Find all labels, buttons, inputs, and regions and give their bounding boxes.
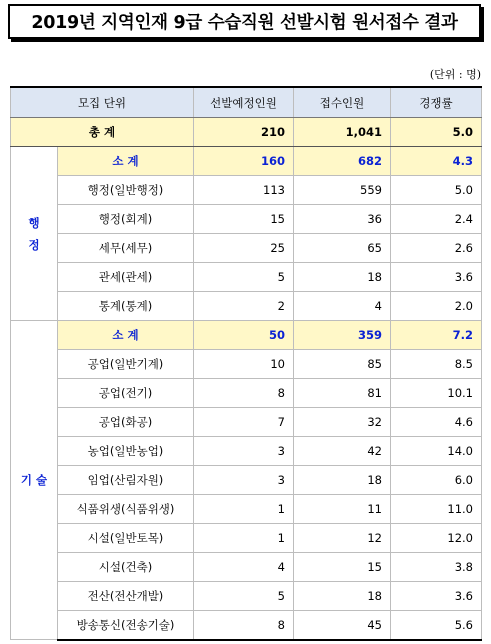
row-name: 공업(화공): [58, 408, 194, 437]
subtotal-ratio: 7.2: [391, 321, 482, 350]
row-name: 공업(일반기계): [58, 350, 194, 379]
row-applied: 85: [294, 350, 391, 379]
subtotal-applied: 682: [294, 147, 391, 176]
header-applied: 접수인원: [294, 87, 391, 118]
table-row: [11, 350, 482, 379]
table-row: [11, 408, 482, 437]
row-planned: 1: [194, 524, 294, 553]
group-label-tech-top: 기: [20, 473, 32, 487]
table-row: [11, 466, 482, 495]
group-label-admin-top: 행: [28, 215, 40, 230]
row-applied: 12: [294, 524, 391, 553]
page-title: [8, 4, 481, 39]
row-ratio: 14.0: [391, 437, 482, 466]
row-planned: 8: [194, 379, 294, 408]
table-row: [11, 263, 482, 292]
total-label: 총 계: [11, 118, 194, 147]
row-planned: 8: [194, 611, 294, 640]
group-label-admin: [11, 147, 58, 321]
results-table: [10, 86, 482, 641]
row-planned: 2: [194, 292, 294, 321]
header-ratio: 경쟁률: [391, 87, 482, 118]
row-name: 방송통신(전송기술): [58, 611, 194, 640]
row-ratio: 3.8: [391, 553, 482, 582]
subtotal-planned: 50: [194, 321, 294, 350]
row-name: 행정(일반행정): [58, 176, 194, 205]
row-planned: 113: [194, 176, 294, 205]
row-ratio: 3.6: [391, 582, 482, 611]
table-row: [11, 437, 482, 466]
row-name: 관세(관세): [58, 263, 194, 292]
row-applied: 42: [294, 437, 391, 466]
row-ratio: 6.0: [391, 466, 482, 495]
row-ratio: 8.5: [391, 350, 482, 379]
total-applied: 1,041: [294, 118, 391, 147]
group-label-tech-bottom: 술: [36, 473, 48, 487]
table-row: [11, 176, 482, 205]
header-unit: 모집 단위: [11, 87, 194, 118]
table-row: [11, 611, 482, 640]
table-row: [11, 205, 482, 234]
row-planned: 4: [194, 553, 294, 582]
row-planned: 10: [194, 350, 294, 379]
row-applied: 36: [294, 205, 391, 234]
row-ratio: 2.0: [391, 292, 482, 321]
table-row: [11, 524, 482, 553]
row-planned: 5: [194, 263, 294, 292]
table-row: [11, 234, 482, 263]
row-ratio: 2.6: [391, 234, 482, 263]
row-planned: 5: [194, 582, 294, 611]
row-applied: 4: [294, 292, 391, 321]
page-title-text: 2019년 지역인재 9급 수습직원 선발시험 원서접수 결과: [31, 13, 458, 33]
table-row: [11, 292, 482, 321]
row-applied: 15: [294, 553, 391, 582]
subtotal-label: 소 계: [58, 147, 194, 176]
subtotal-planned: 160: [194, 147, 294, 176]
total-row: [11, 118, 482, 147]
row-ratio: 4.6: [391, 408, 482, 437]
row-name: 시설(일반토목): [58, 524, 194, 553]
subtotal-row-admin: [11, 147, 482, 176]
subtotal-row-tech: [11, 321, 482, 350]
row-planned: 3: [194, 437, 294, 466]
row-name: 농업(일반농업): [58, 437, 194, 466]
row-planned: 25: [194, 234, 294, 263]
subtotal-label: 소 계: [58, 321, 194, 350]
group-label-admin-bottom: 정: [28, 237, 40, 252]
row-name: 임업(산림자원): [58, 466, 194, 495]
row-planned: 1: [194, 495, 294, 524]
row-name: 세무(세무): [58, 234, 194, 263]
row-name: 행정(회계): [58, 205, 194, 234]
row-ratio: 11.0: [391, 495, 482, 524]
row-ratio: 5.0: [391, 176, 482, 205]
row-applied: 32: [294, 408, 391, 437]
row-applied: 18: [294, 466, 391, 495]
row-ratio: 3.6: [391, 263, 482, 292]
subtotal-applied: 359: [294, 321, 391, 350]
group-label-tech: [11, 321, 58, 640]
total-ratio: 5.0: [391, 118, 482, 147]
row-applied: 11: [294, 495, 391, 524]
row-applied: 18: [294, 582, 391, 611]
row-applied: 65: [294, 234, 391, 263]
row-planned: 15: [194, 205, 294, 234]
unit-note: (단위 : 명): [429, 68, 481, 81]
row-planned: 7: [194, 408, 294, 437]
table-row: [11, 582, 482, 611]
row-ratio: 2.4: [391, 205, 482, 234]
row-applied: 45: [294, 611, 391, 640]
row-name: 통계(통계): [58, 292, 194, 321]
subtotal-ratio: 4.3: [391, 147, 482, 176]
table-row: [11, 553, 482, 582]
row-ratio: 10.1: [391, 379, 482, 408]
row-name: 공업(전기): [58, 379, 194, 408]
total-planned: 210: [194, 118, 294, 147]
header-planned: 선발예정인원: [194, 87, 294, 118]
row-applied: 559: [294, 176, 391, 205]
header-row: [11, 87, 482, 118]
table-row: [11, 379, 482, 408]
row-name: 식품위생(식품위생): [58, 495, 194, 524]
row-applied: 18: [294, 263, 391, 292]
row-ratio: 12.0: [391, 524, 482, 553]
row-name: 시설(건축): [58, 553, 194, 582]
row-name: 전산(전산개발): [58, 582, 194, 611]
table-header: [11, 87, 482, 118]
row-ratio: 5.6: [391, 611, 482, 640]
row-planned: 3: [194, 466, 294, 495]
table-row: [11, 495, 482, 524]
row-applied: 81: [294, 379, 391, 408]
